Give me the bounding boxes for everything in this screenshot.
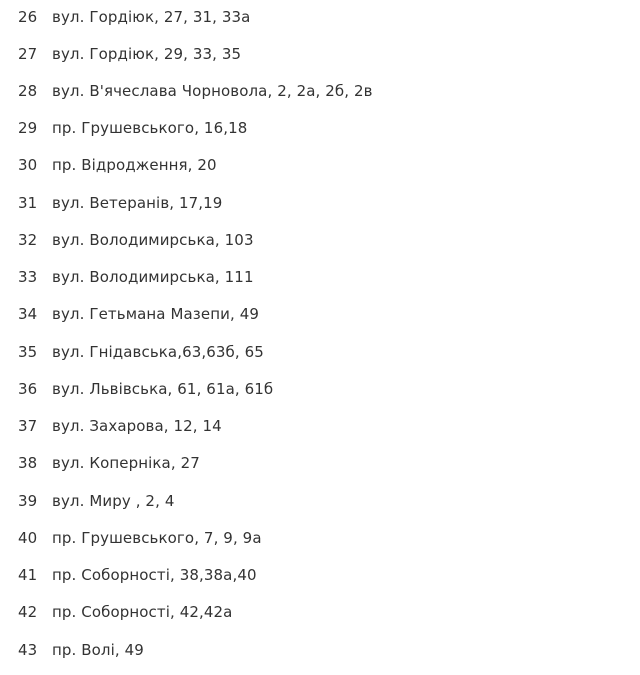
item-number: 38	[18, 454, 38, 472]
list-item	[0, 265, 254, 289]
list-item	[0, 377, 273, 401]
list-item	[0, 340, 264, 364]
list-item	[0, 638, 144, 662]
item-address: пр. Соборності, 38,38а,40	[52, 566, 257, 584]
item-number: 43	[18, 641, 38, 659]
item-address: вул. Гетьмана Мазепи, 49	[52, 305, 259, 323]
item-number: 33	[18, 268, 38, 286]
item-address: вул. В'ячеслава Чорновола, 2, 2а, 2б, 2в	[52, 82, 373, 100]
list-item	[0, 526, 262, 550]
list-item	[0, 563, 257, 587]
item-number: 34	[18, 305, 38, 323]
list-item	[0, 116, 247, 140]
item-number: 37	[18, 417, 38, 435]
item-number: 35	[18, 343, 38, 361]
item-address: вул. Миру , 2, 4	[52, 492, 175, 510]
item-address: вул. Володимирська, 111	[52, 268, 254, 286]
item-number: 30	[18, 156, 38, 174]
item-number: 39	[18, 492, 38, 510]
list-item	[0, 600, 232, 624]
item-address: пр. Волі, 49	[52, 641, 144, 659]
list-item	[0, 191, 222, 215]
item-address: вул. Захарова, 12, 14	[52, 417, 222, 435]
item-address: вул. Коперніка, 27	[52, 454, 200, 472]
item-number: 40	[18, 529, 38, 547]
list-item	[0, 489, 174, 513]
item-address: вул. Гордіюк, 29, 33, 35	[52, 45, 242, 63]
list-item	[0, 5, 250, 29]
item-address: пр. Соборності, 42,42а	[52, 603, 233, 621]
item-address: пр. Відродження, 20	[52, 156, 217, 174]
item-address: пр. Грушевського, 16,18	[52, 119, 248, 137]
item-address: вул. Гнідавська,63,63б, 65	[52, 343, 264, 361]
item-number: 26	[18, 8, 38, 26]
item-address: вул. Львівська, 61, 61а, 61б	[52, 380, 274, 398]
item-address: вул. Гордіюк, 27, 31, 33а	[52, 8, 251, 26]
item-number: 42	[18, 603, 38, 621]
item-address: вул. Ветеранів, 17,19	[52, 194, 223, 212]
item-address: вул. Володимирська, 103	[52, 231, 254, 249]
list-item	[0, 451, 200, 475]
item-number: 41	[18, 566, 38, 584]
list-item	[0, 42, 241, 66]
item-number: 31	[18, 194, 38, 212]
list-item	[0, 79, 373, 103]
item-number: 29	[18, 119, 38, 137]
list-item	[0, 153, 217, 177]
item-number: 32	[18, 231, 38, 249]
list-item	[0, 414, 222, 438]
item-address: пр. Грушевського, 7, 9, 9а	[52, 529, 262, 547]
item-number: 28	[18, 82, 38, 100]
item-number: 27	[18, 45, 38, 63]
list-item	[0, 228, 254, 252]
list-item	[0, 302, 259, 326]
item-number: 36	[18, 380, 38, 398]
